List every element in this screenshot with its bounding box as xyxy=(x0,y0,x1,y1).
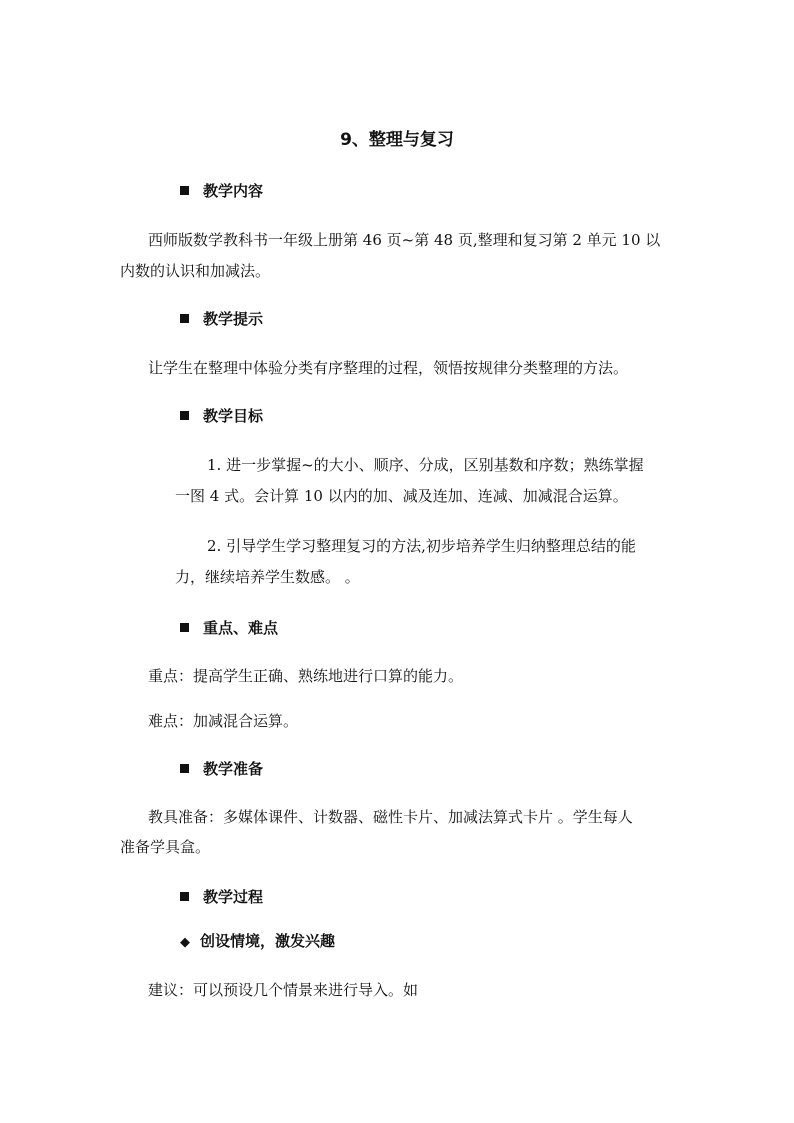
heading-text: 重点、难点 xyxy=(203,619,279,637)
heading-text: 教学内容 xyxy=(203,182,264,200)
heading-text: 教学过程 xyxy=(203,888,264,906)
square-bullet-icon xyxy=(180,764,189,773)
heading-text: 教学提示 xyxy=(203,310,264,328)
section-heading-goals xyxy=(180,405,263,426)
section-heading-keypoints xyxy=(180,617,278,638)
keypoint-line: 重点：提高学生正确、熟练地进行口算的能力。 xyxy=(148,667,464,685)
section-heading-content xyxy=(180,180,263,201)
square-bullet-icon xyxy=(180,411,189,420)
sub-heading-situation xyxy=(180,930,335,951)
section-heading-process xyxy=(180,886,263,907)
content-line-1: 西师版数学教科书一年级上册第 46 页~第 48 页,整理和复习第 2 单元 10 以 xyxy=(148,231,661,249)
heading-text: 教学目标 xyxy=(203,407,264,425)
prep-line-1: 教具准备：多媒体课件、计数器、磁性卡片、加减法算式卡片 。学生每人 xyxy=(148,808,633,826)
goal-2-line-1: 2. 引导学生学习整理复习的方法,初步培养学生归纳整理总结的能 xyxy=(207,537,636,555)
section-heading-hint xyxy=(180,308,263,329)
diamond-bullet-icon: ◆ xyxy=(180,935,190,950)
square-bullet-icon xyxy=(180,623,189,632)
goal-2-line-2: 力，继续培养学生数感。 。 xyxy=(175,568,360,586)
difficulty-line: 难点：加减混合运算。 xyxy=(148,712,299,730)
heading-text: 教学准备 xyxy=(203,760,264,778)
content-line-2: 内数的认识和加减法。 xyxy=(120,262,271,280)
square-bullet-icon xyxy=(180,892,189,901)
goal-1-line-1: 1. 进一步掌握~的大小、顺序、分成，区别基数和序数；熟练掌握 xyxy=(207,456,644,474)
heading-text: 创设情境，激发兴趣 xyxy=(200,932,336,950)
section-heading-prep xyxy=(180,758,263,779)
prep-line-2: 准备学具盒。 xyxy=(120,838,211,856)
suggestion-line: 建议：可以预设几个情景来进行导入。如 xyxy=(148,981,419,999)
square-bullet-icon xyxy=(180,186,189,195)
square-bullet-icon xyxy=(180,314,189,323)
goal-1-line-2: 一图 4 式。会计算 10 以内的加、减及连加、连减、加减混合运算。 xyxy=(175,487,628,505)
hint-line-1: 让学生在整理中体验分类有序整理的过程，领悟按规律分类整理的方法。 xyxy=(148,359,629,377)
page-title: 9、整理与复习 xyxy=(340,130,454,150)
